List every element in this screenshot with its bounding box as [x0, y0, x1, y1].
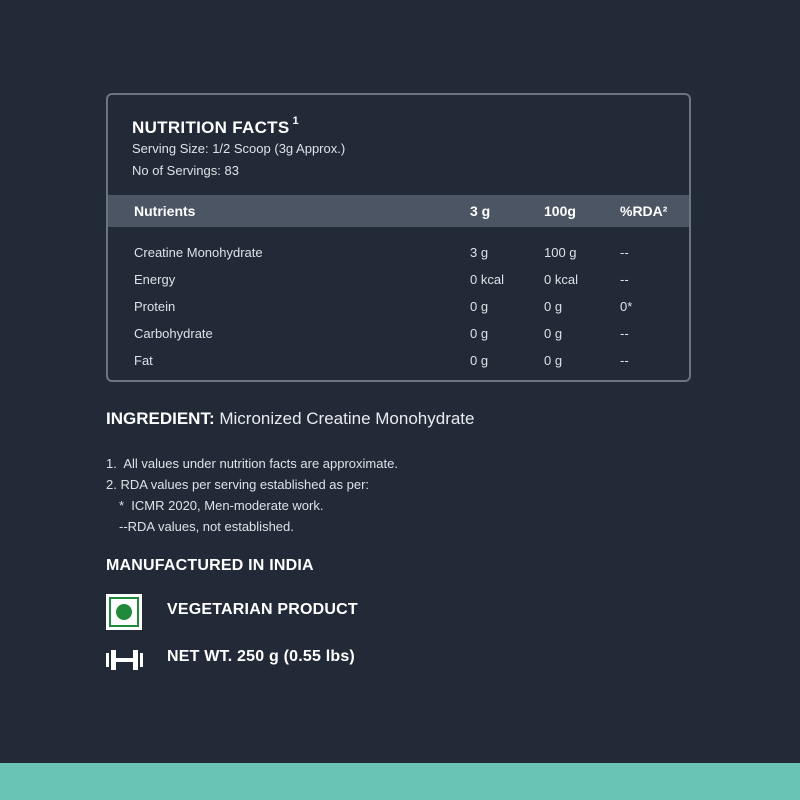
nutrient-name: Protein: [134, 299, 176, 314]
footnote-1: 1. All values under nutrition facts are approximate.: [106, 456, 398, 471]
nutrient-per-serving: 0 g: [470, 299, 489, 314]
nutrient-name: Carbohydrate: [134, 326, 213, 341]
table-row: [108, 270, 689, 290]
table-row: [108, 243, 689, 263]
nutrient-per-100g: 0 kcal: [544, 272, 578, 287]
nutrient-name: Fat: [134, 353, 153, 368]
nutrient-per-serving: 0 g: [470, 326, 489, 341]
manufactured-in: MANUFACTURED IN INDIA: [106, 557, 314, 574]
ingredient-label: INGREDIENT:: [106, 409, 215, 428]
footnote-rda-not-established: --RDA values, not established.: [119, 519, 294, 534]
nutrition-facts-panel: [106, 93, 691, 382]
nutrient-rda: --: [620, 245, 629, 260]
footnote-icmr: * ICMR 2020, Men-moderate work.: [119, 498, 324, 513]
header-per-serving: 3 g: [470, 203, 491, 219]
vegetarian-label: VEGETARIAN PRODUCT: [167, 601, 358, 618]
ingredient-line: [106, 409, 474, 429]
nutrition-table-header: [108, 195, 689, 227]
serving-size: Serving Size: 1/2 Scoop (3g Approx.): [132, 141, 346, 156]
nutrient-per-100g: 0 g: [544, 299, 563, 314]
nutrient-per-100g: 0 g: [544, 353, 563, 368]
nutrient-rda: --: [620, 353, 629, 368]
nutrient-per-serving: 3 g: [470, 245, 489, 260]
nutrition-facts-footnote-ref: 1: [292, 115, 299, 127]
table-row: [108, 297, 689, 317]
table-row: [108, 324, 689, 344]
header-rda: %RDA²: [620, 203, 668, 219]
nutrient-rda: 0*: [620, 299, 633, 314]
nutrient-per-serving: 0 g: [470, 353, 489, 368]
footnotes: [106, 453, 398, 537]
footer-band: [0, 763, 800, 800]
nutrient-per-100g: 100 g: [544, 245, 577, 260]
vegetarian-mark-dot: [116, 604, 132, 620]
footnote-2: 2. RDA values per serving established as per:: [106, 477, 370, 492]
vegetarian-mark-icon: [106, 594, 142, 630]
nutrient-per-100g: 0 g: [544, 326, 563, 341]
servings-count: No of Servings: 83: [132, 163, 239, 178]
header-per-100g: 100g: [544, 203, 576, 219]
table-row: [108, 351, 689, 371]
nutrient-per-serving: 0 kcal: [470, 272, 504, 287]
nutrient-name: Creatine Monohydrate: [134, 245, 263, 260]
nutrition-facts-title: NUTRITION FACTS $^1$: [132, 115, 299, 137]
nutrient-rda: --: [620, 326, 629, 341]
nutrient-name: Energy: [134, 272, 176, 287]
net-weight: NET WT. 250 g (0.55 lbs): [167, 648, 355, 665]
dumbbell-icon: [106, 650, 143, 670]
nutrient-rda: --: [620, 272, 629, 287]
vegetarian-mark-border: [109, 597, 139, 627]
ingredient-value: Micronized Creatine Monohydrate: [219, 409, 475, 428]
header-nutrients: Nutrients: [134, 203, 196, 219]
